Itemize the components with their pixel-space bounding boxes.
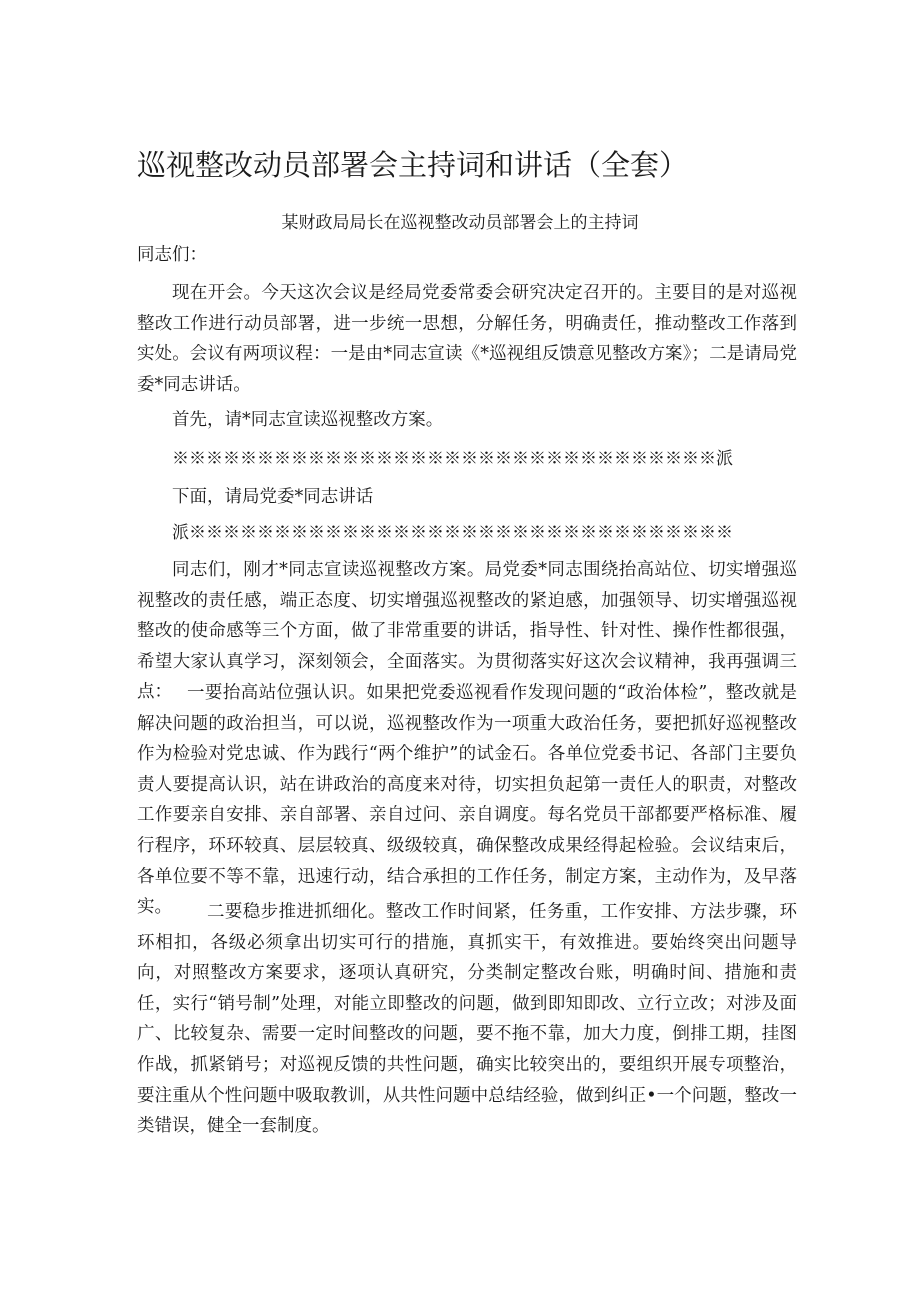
paragraph-next-speech: 下面，请局党委*同志讲话 <box>172 487 374 507</box>
document-title: 巡视整改动员部署会主持词和讲话（全套） <box>137 148 689 182</box>
paragraph-opening: 现在开会。今天这次会议是经局党委常委会研究决定召开的。主要目的是对巡视整改工作进行动员部署，进一步统一思想，分解任务，明确责任，推动整改工作落到实处。会议有两项议程：一是由*同志宣读《*巡视组反馈意见整改方案》；二是请局党委*同志讲话。 <box>137 283 797 395</box>
salutation: 同志们： <box>137 245 207 265</box>
document-subtitle: 某财政局局长在巡视整改动员部署会上的主持词 <box>281 213 639 233</box>
paragraph-first-reading: 首先，请*同志宣读巡视整改方案。 <box>172 410 444 430</box>
paragraph-summary: 同志们，刚才*同志宣读巡视整改方案。局党委*同志围绕抬高站位、切实增强巡视整改的责任感，端正态度、切实增强巡视整改的紧迫感，加强领导、切实增强巡视整改的使命感等三个方面，做了非常重要的讲话，指导性、针对性、操作性都很强，希望大家认真学习，深刻领会，全面落实。为贯彻落实好这次会议精神，我再强调三点： <box>137 560 797 703</box>
paragraph-point-two: 二要稳步推进抓细化。整改工作时间紧，任务重，工作安排、方法步骤，环环相扣，各级必须拿出切实可行的措施，真抓实干，有效推进。要始终突出问题导向，对照整改方案要求，逐项认真研究，分类制定整改台账，明确时间、措施和责任，实行“销号制”处理，对能立即整改的问题，做到即知即改、立行立改；对涉及面广、比较复杂、需要一定时间整改的问题，要不拖不靠，加大力度，倒排工期，挂图作战，抓紧销号；对巡视反馈的共性问题，确实比较突出的，要组织开展专项整治，要注重从个性问题中吸取教训，从共性问题中总结经验，做到纠正•一个问题，整改一类错误，健全一套制度。 <box>137 902 797 1137</box>
separator-line: ※※※※※※※※※※※※※※※※※※※※※※※※※※※※※※※※派 <box>172 449 733 469</box>
paragraph-point-one: 一要抬高站位强认识。如果把党委巡视看作发现问题的“政治体检”，整改就是解决问题的政治担当，可以说，巡视整改作为一项重大政治任务，要把抓好巡视整改作为检验对党忠诚、作为践行“两个维护”的试金石。各单位党委书记、各部门主要负责人要提高认识，站在讲政治的高度来对待，切实担负起第一责任人的职责，对整改工作要亲自安排、亲自部署、亲自过问、亲自调度。每名党员干部都要严格标准、履行程序，环环较真、层层较真、级级较真，确保整改成果经得起检验。会议结束后，各单位要不等不靠，迅速行动，结合承担的工作任务，制定方案，主动作为，及早落实。 <box>137 683 797 918</box>
separator-line: 派※※※※※※※※※※※※※※※※※※※※※※※※※※※※※※※※ <box>172 523 733 543</box>
